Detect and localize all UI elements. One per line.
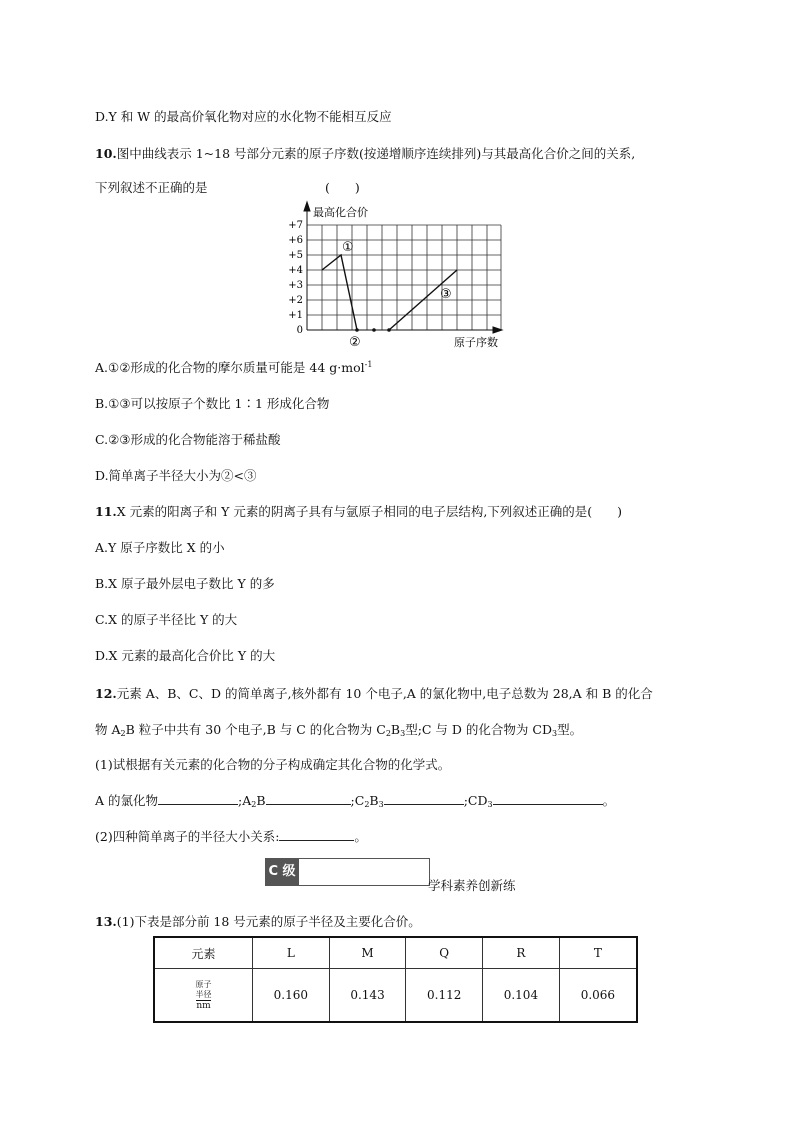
chart-x-title: 原子序数	[454, 336, 498, 348]
table-cell: 0.143	[329, 969, 406, 1023]
table-cell: 0.160	[253, 969, 330, 1023]
chart-y-ticks	[288, 220, 303, 336]
chart-marker-1: ①	[342, 240, 354, 255]
q12-number: 12.	[95, 686, 117, 701]
q11-stem: 11.X 元素的阳离子和 Y 元素的阴离子具有与氩原子相同的电子层结构,下列叙述正确的是( )	[95, 504, 623, 519]
q10-option-c: C.②③形成的化合物能溶于稀盐酸	[95, 432, 281, 447]
y-tick: +3	[288, 280, 303, 291]
y-tick: +1	[288, 310, 303, 321]
q10-option-a: A.①②形成的化合物的摩尔质量可能是 44 g·mol$^{-1}$	[95, 360, 373, 375]
row-label-atomic-radius: 原子 半径 nm	[154, 969, 253, 1023]
chart-marker-2: ②	[349, 335, 361, 348]
section-badge	[265, 858, 430, 886]
table-row	[154, 969, 637, 1023]
q10-stem-text1: 图中曲线表示 1~18 号部分元素的原子序数(按递增顺序连续排列)与其最高化合价之间的关系,	[116, 146, 636, 161]
table-header-row	[154, 937, 637, 969]
table-header-cell: T	[559, 937, 637, 969]
answer-blank-a2b[interactable]	[266, 792, 351, 805]
chart-marker-3: ③	[440, 287, 452, 302]
y-tick: +6	[288, 235, 303, 246]
y-tick: +7	[288, 220, 303, 231]
q10-option-b: B.①③可以按原子个数比 1∶1 形成化合物	[95, 396, 330, 411]
q10-option-d: D.简单离子半径大小为②<③	[95, 468, 257, 483]
y-tick: +5	[288, 250, 303, 261]
table-header-cell: R	[483, 937, 560, 969]
table-header-cell: 元素	[154, 937, 253, 969]
answer-blank-radius[interactable]	[279, 828, 354, 841]
answer-blank-c2b3[interactable]	[384, 792, 464, 805]
q12-part1: (1)试根据有关元素的化合物的分子构成确定其化合物的化学式。	[95, 757, 451, 772]
table-cell: 0.066	[559, 969, 637, 1023]
y-tick: +2	[288, 295, 303, 306]
q10-answer-paren: ( )	[325, 180, 360, 195]
q13-number: 13.	[95, 914, 117, 929]
q11-option-d: D.X 元素的最高化合价比 Y 的大	[95, 648, 276, 663]
q13-stem: 13.(1)下表是部分前 18 号元素的原子半径及主要化合价。	[95, 914, 421, 929]
answer-blank-cd3[interactable]	[493, 792, 603, 805]
table-header-cell: M	[329, 937, 406, 969]
chart-y-title: 最高化合价	[313, 206, 368, 219]
table-header-cell: Q	[406, 937, 483, 969]
table-cell: 0.112	[406, 969, 483, 1023]
section-title: 学科素养创新练	[428, 878, 516, 893]
q11-option-b: B.X 原子最外层电子数比 Y 的多	[95, 576, 275, 591]
table-cell: 0.104	[483, 969, 560, 1023]
atomic-radius-table	[153, 936, 638, 1023]
q11-number: 11.	[95, 504, 117, 519]
q10-stem-text2: 下列叙述不正确的是	[95, 180, 208, 195]
q12-fill-line: A 的氯化物 $;A_2B$ $;C_2B_3$ $;CD_3$ 。	[95, 793, 616, 809]
table-header-cell: L	[253, 937, 330, 969]
q10-number: 10.	[95, 146, 117, 161]
q10-stem-line1	[95, 144, 635, 162]
q11-option-c: C.X 的原子半径比 Y 的大	[95, 612, 238, 627]
y-tick: +4	[288, 265, 303, 276]
q10-stem-line2	[95, 178, 360, 196]
q10-valence-chart	[280, 198, 520, 348]
q12-stem-line1: 12.元素 A、B、C、D 的简单离子,核外都有 10 个电子,A 的氯化物中,电子总数为 28,A 和 B 的化合	[95, 686, 653, 701]
q12-stem-line2: 物 $A_2B$ 粒子中共有 30 个电子,B 与 C 的化合物为 $C_2B_3$型;C 与 D 的化合物为 $CD_3$型。	[95, 722, 583, 738]
answer-blank-a[interactable]	[158, 792, 238, 805]
chart-grid	[307, 225, 501, 330]
q11-option-a: A.Y 原子序数比 X 的小	[95, 540, 225, 555]
section-level-label: C 级	[265, 858, 299, 886]
q12-part2: (2)四种简单离子的半径大小关系: 。	[95, 829, 367, 844]
chart-curve	[322, 255, 457, 330]
q9-option-d: D.Y 和 W 的最高价氧化物对应的水化物不能相互反应	[95, 109, 392, 124]
y-tick: 0	[296, 325, 303, 336]
